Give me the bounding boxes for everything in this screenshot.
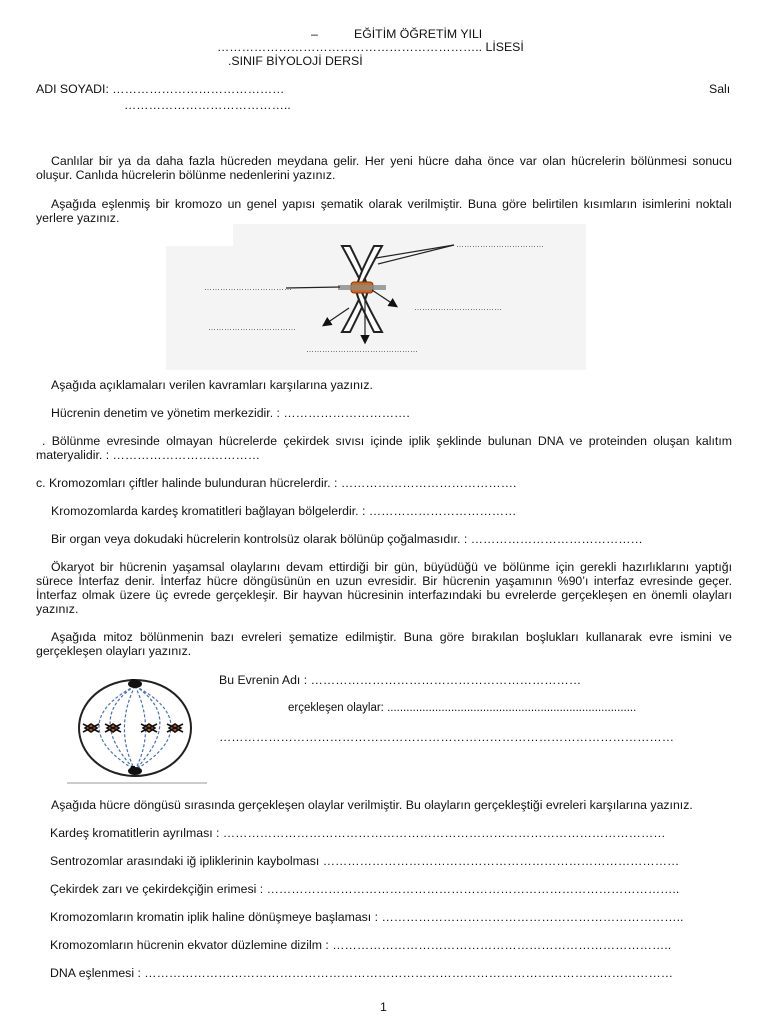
cell-cycle-intro: Aşağıda hücre döngüsü sırasında gerçekleşen olaylar verilmiştir. Bu olayların gerçekleştiği evreleri karşılarına yazınız. — [51, 798, 693, 812]
centrosome-bottom-stem — [131, 766, 135, 772]
cell-cycle-item-2[interactable]: Sentrozomlar arasındaki iğ ipliklerinin kaybolması …………………………………………………………………………… — [50, 854, 680, 868]
header-dash: – — [311, 27, 318, 41]
label-left-low: …………………………… — [208, 323, 296, 332]
centrosome-top-stem — [131, 679, 135, 685]
header-course: .SINIF BİYOLOJİ DERSİ — [228, 54, 363, 68]
cell-cycle-item-3[interactable]: Çekirdek zarı ve çekirdekçiğin erimesi : ……………………………………………………………………………………….. — [50, 882, 680, 896]
events-label[interactable]: erçekleşen olaylar: .............................................................................. — [288, 702, 637, 714]
chromosome-2 — [105, 724, 121, 732]
name-label: ADI SOYADI: …………………………………… — [36, 82, 285, 96]
chromosome-1 — [83, 724, 99, 732]
label-bottom: …………………………………… — [306, 345, 418, 354]
cell-cycle-item-6[interactable]: DNA eşlenmesi : ………………………………………………………………………………………………………………… — [50, 966, 674, 980]
chromosome-diagram — [166, 224, 586, 370]
label-top-right: …………………………… — [456, 240, 544, 249]
cell-cycle-item-4[interactable]: Kromozomların kromatin iplik haline dönüşmeye başlaması : ……………………………………………………………….. — [50, 910, 684, 924]
name-line-2: ………………………………….. — [124, 98, 291, 112]
phase-name-field[interactable]: Bu Evrenin Adı : ………………………………………………………… — [219, 673, 582, 687]
definition-b: . Bölünme evresinde olmayan hücrelerde çekirdek sıvısı içinde iplik şeklinde bulunan DNA ve proteinden oluşan kalıtım materyalidir. : ……………………………… — [36, 434, 732, 462]
figure-background-left — [166, 246, 233, 370]
definitions-intro: Aşağıda açıklamaları verilen kavramları karşılarına yazınız. — [51, 378, 373, 392]
chromosome-4 — [167, 724, 183, 732]
chromosome-3 — [141, 724, 157, 732]
events-answer-line[interactable]: ………………………………………………………………………………………………… — [219, 730, 674, 744]
label-left-mid: …………………………… — [204, 283, 292, 292]
mitosis-cell-diagram — [67, 670, 207, 784]
page-number: 1 — [380, 1000, 387, 1014]
mitosis-intro: Aşağıda mitoz bölünmenin bazı evreleri şematize edilmiştir. Buna göre bırakılan boşlukları kullanarak evre ismini ve gerçekleşen olayları yazınız. — [36, 630, 732, 658]
day-label: Salı — [709, 82, 731, 96]
label-right-mid: …………………………… — [414, 303, 502, 312]
cell-cycle-item-5[interactable]: Kromozomların hücrenin ekvator düzlemine dizilm : ……………………………………………………………………….. — [50, 938, 672, 952]
intro-paragraph-1: Canlılar bir ya da daha fazla hücreden meydana gelir. Her yeni hücre daha önce var olan hücrelerin bölünmesi sonucu oluşur. Canlıda hücrelerin bölünme nedenlerini yazınız. — [36, 154, 732, 182]
header-school-year: EĞİTİM ÖĞRETİM YILI — [354, 27, 483, 41]
interphase-paragraph: Ökaryot bir hücrenin yaşamsal olaylarını devam ettirdiği bir gün, büyüdüğü ve bölünme için gerekli hazırlıklarını yaptığı sürece İnterfaz denir. İnterfaz hücre döngüsünün en uzun evresidir. Bir hücrenin yaşamının %90’ı interfaz evresinde geçer. İnterfaz olmak üzere üç evrede gerçekleşir. Bir hayvan hücresinin interfazındaki bu evrelerde gerçekleşen en önemli olayları yazınız. — [36, 560, 732, 616]
definition-c: c. Kromozomları çiftler halinde bulunduran hücrelerdir. : ……………………………………. — [36, 476, 517, 490]
definition-d: Kromozomlarda kardeş kromatitleri bağlayan bölgelerdir. : ……………………………… — [51, 504, 517, 518]
intro-paragraph-2: Aşağıda eşlenmiş bir kromozo un genel yapısı şematik olarak verilmiştir. Buna göre belirtilen kısımların isimlerini noktalı yerlere yazınız. — [36, 197, 732, 225]
definition-a: Hücrenin denetim ve yönetim merkezidir. : …………………………. — [51, 406, 410, 420]
header-school-name: ……………………………………………………….. LİSESİ — [217, 40, 524, 54]
kinetochore-band — [338, 285, 386, 290]
cell-cycle-item-1[interactable]: Kardeş kromatitlerin ayrılması : ……………………………………………………………………………………………… — [50, 826, 666, 840]
definition-e: Bir organ veya dokudaki hücrelerin kontrolsüz olarak bölünüp çoğalmasıdır. : …………………………………… — [51, 532, 643, 546]
